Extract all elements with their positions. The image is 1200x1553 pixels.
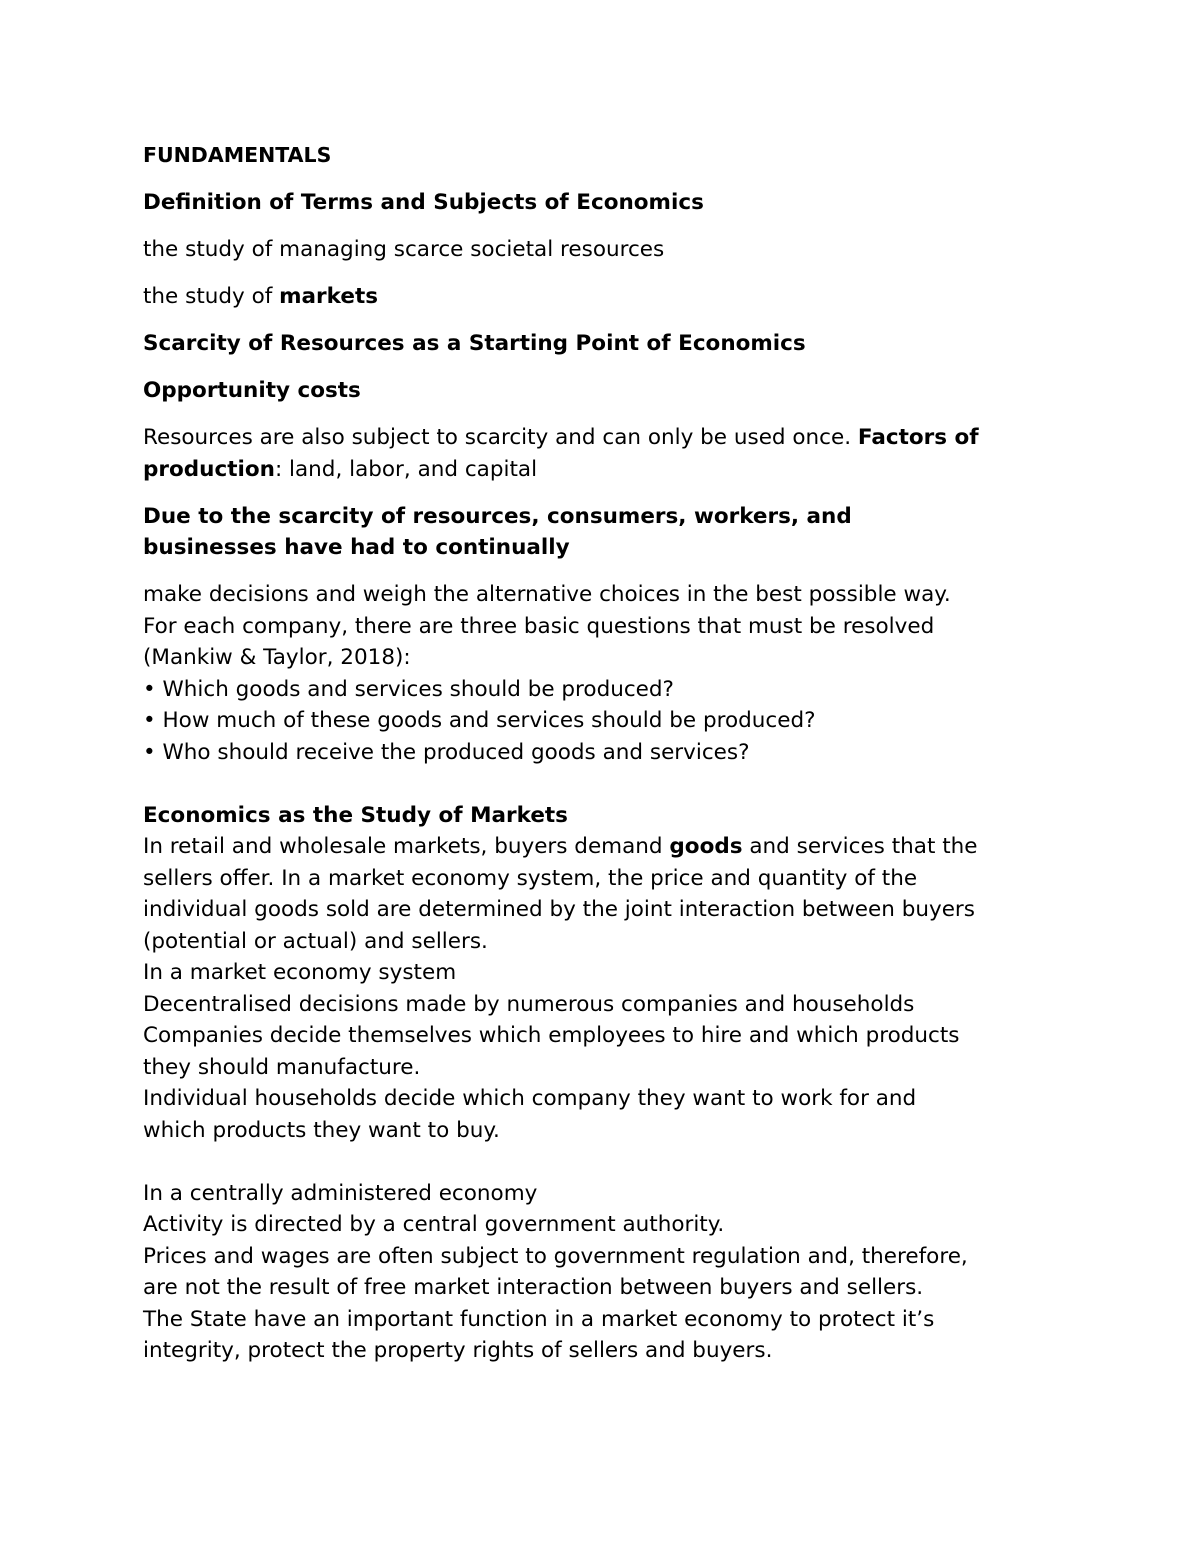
markets-line-4: (potential or actual) and sellers.	[143, 928, 488, 954]
decisions-line-3: (Mankiw & Taylor, 2018):	[143, 645, 411, 670]
factors-rest: : land, labor, and capital	[274, 456, 538, 482]
heading-opportunity-costs: Opportunity costs	[143, 378, 361, 403]
document-title: FUNDAMENTALS	[143, 143, 332, 167]
central-economy-line-6: integrity, protect the property rights of sellers and buyers.	[143, 1338, 773, 1363]
factors-bold-1: Factors of	[857, 425, 979, 450]
markets-line-2: sellers offer. In a market economy system, the price and quantity of the	[143, 865, 918, 891]
factors-bold-2: production	[143, 456, 275, 482]
market-economy-line-2: Decentralised decisions made by numerous companies and households	[143, 991, 915, 1017]
resources-paragraph	[143, 422, 1083, 485]
heading-scarcity: Scarcity of Resources as a Starting Point of Economics	[143, 331, 806, 356]
decisions-line-1: make decisions and weigh the alternative choices in the best possible way.	[143, 582, 951, 607]
market-economy-line-5: Individual households decide which company they want to work for and	[143, 1086, 917, 1111]
markets-line-1-prefix: In retail and wholesale markets, buyers demand	[143, 834, 670, 859]
central-economy-line-5: The State have an important function in a market economy to protect it’s	[143, 1306, 935, 1332]
central-economy-line-3: Prices and wages are often subject to government regulation and, therefore,	[143, 1243, 968, 1269]
resources-line-2	[143, 454, 1083, 486]
heading-due-to-scarcity	[143, 501, 1083, 564]
decisions-paragraph	[143, 579, 1083, 768]
blank-line	[143, 1146, 1083, 1178]
markets-line-3: individual goods sold are determined by the joint interaction between buyers	[143, 897, 975, 922]
resources-text: Resources are also subject to scarcity and can only be used once.	[143, 425, 858, 450]
heading-due-line-1: Due to the scarcity of resources, consumers, workers, and	[143, 503, 852, 529]
markets-line-1-suffix: and services that the	[742, 834, 978, 859]
heading-due-line-2: businesses have had to continually	[143, 535, 570, 560]
goods-bold: goods	[669, 834, 743, 859]
heading-definition: Definition of Terms and Subjects of Economics	[143, 190, 704, 215]
definition-line-2	[143, 281, 1083, 313]
question-item: • Who should receive the produced goods and services?	[143, 739, 750, 765]
definition-line-1: the study of managing scarce societal resources	[143, 237, 665, 262]
central-economy-line-2: Activity is directed by a central government authority.	[143, 1212, 725, 1237]
market-economy-line-1: In a market economy system	[143, 960, 457, 985]
market-economy-line-3: Companies decide themselves which employees to hire and which products	[143, 1023, 960, 1048]
market-economy-line-6: which products they want to buy.	[143, 1117, 500, 1143]
document-page	[143, 140, 1083, 1367]
blank-line	[143, 768, 1083, 800]
central-economy-line-1: In a centrally administered economy	[143, 1180, 538, 1206]
definition-line-2-text: the study of	[143, 284, 280, 309]
heading-markets: Economics as the Study of Markets	[143, 802, 568, 828]
question-item: • How much of these goods and services should be produced?	[143, 708, 816, 733]
market-economy-line-4: they should manufacture.	[143, 1054, 421, 1080]
central-economy-line-4: are not the result of free market interaction between buyers and sellers.	[143, 1275, 924, 1300]
markets-bold: markets	[279, 284, 379, 309]
question-item: • Which goods and services should be produced?	[143, 676, 674, 702]
markets-line-1	[143, 831, 1083, 863]
decisions-line-2: For each company, there are three basic questions that must be resolved	[143, 613, 935, 639]
resources-line-1	[143, 422, 1083, 454]
